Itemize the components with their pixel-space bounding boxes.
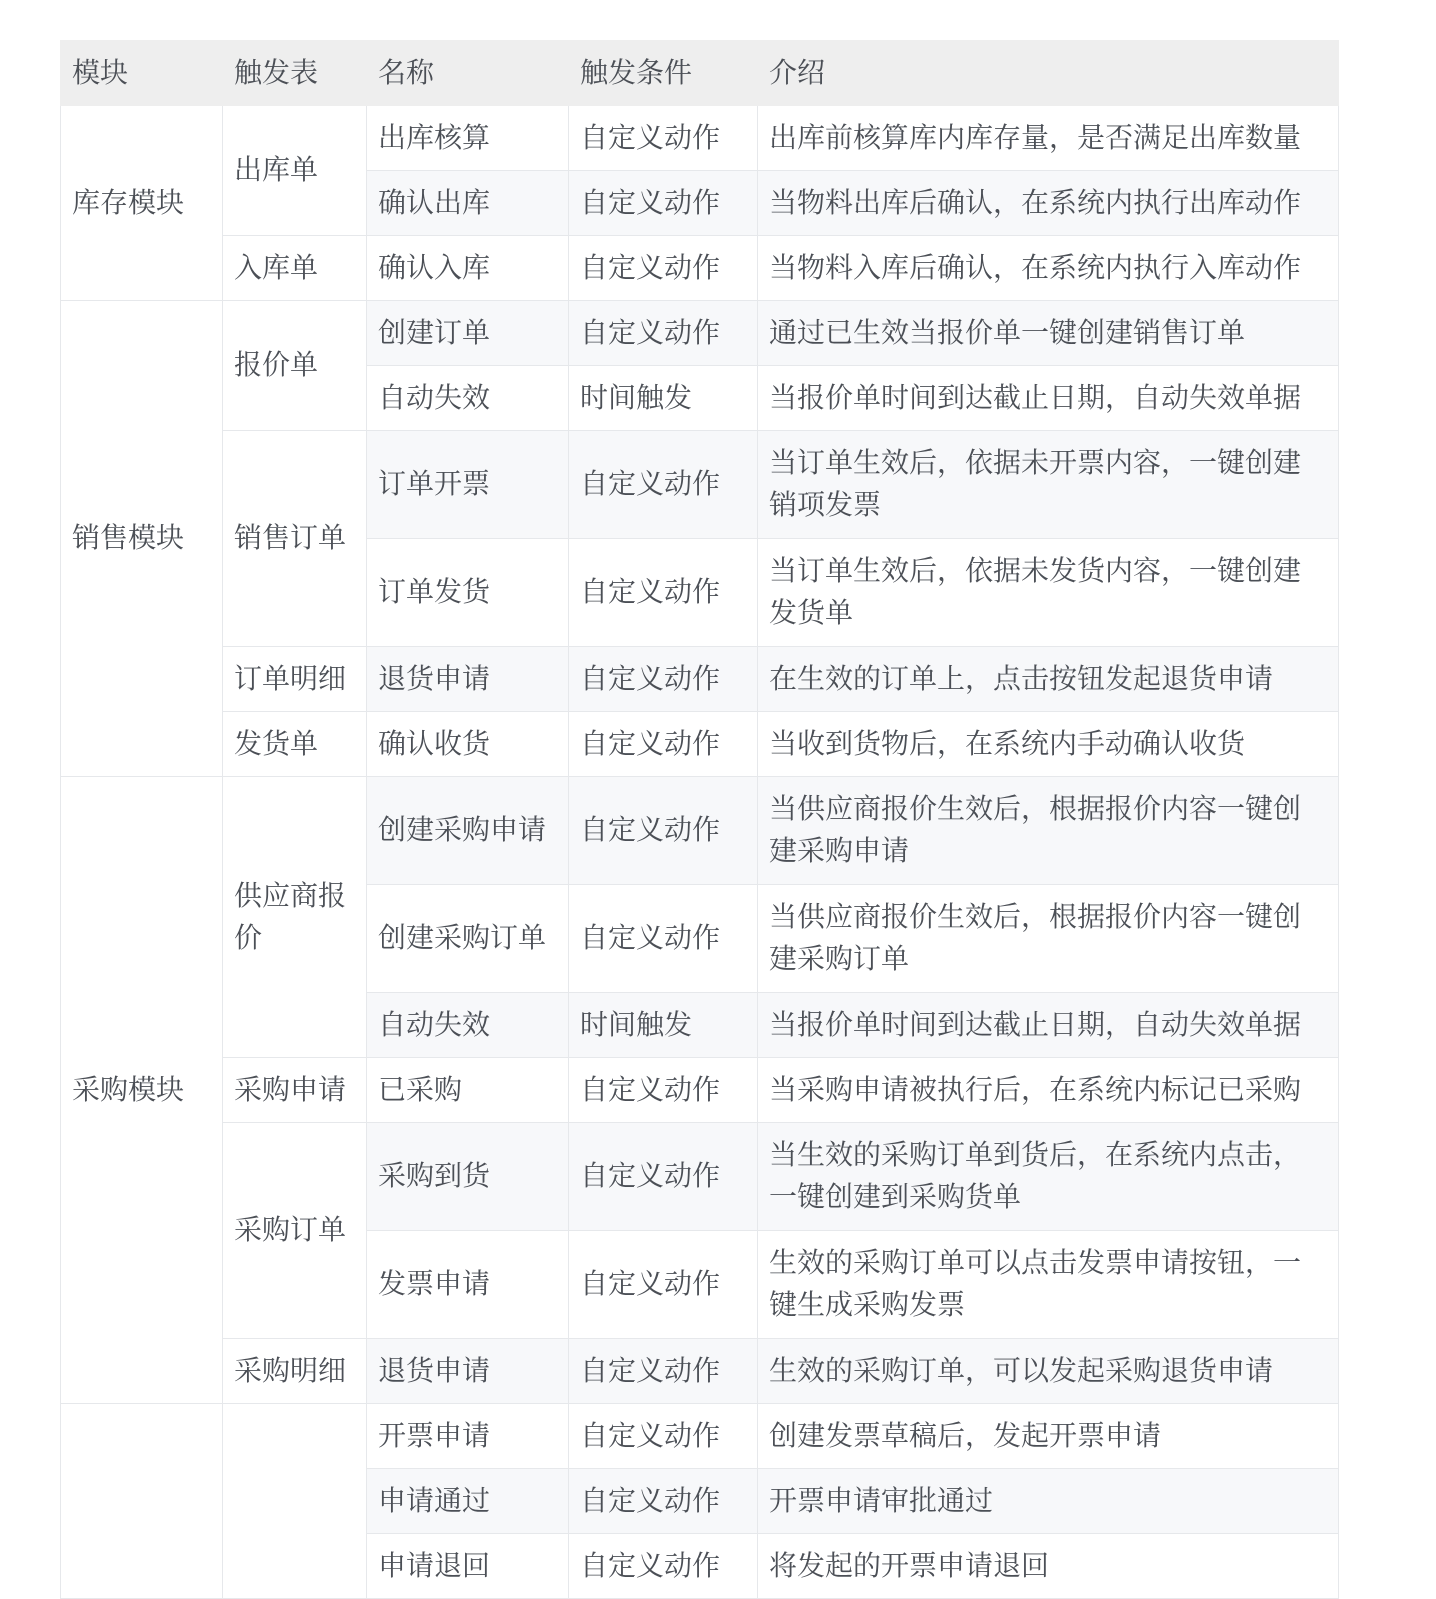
table-row — [61, 712, 1339, 777]
action-name-cell: 退货申请 — [367, 1339, 569, 1404]
action-name-cell: 确认出库 — [367, 171, 569, 236]
trigger-table-cell: 入库单 — [223, 236, 367, 301]
description-cell: 当生效的采购订单到货后，在系统内点击，一键创建到采购货单 — [758, 1123, 1339, 1231]
description-cell: 当报价单时间到达截止日期，自动失效单据 — [758, 993, 1339, 1058]
trigger-condition-cell: 自定义动作 — [569, 1534, 758, 1599]
description-cell: 生效的采购订单，可以发起采购退货申请 — [758, 1339, 1339, 1404]
header-row — [61, 41, 1339, 106]
description-cell: 当订单生效后，依据未开票内容，一键创建销项发票 — [758, 431, 1339, 539]
description-cell: 当物料入库后确认，在系统内执行入库动作 — [758, 236, 1339, 301]
action-name-cell: 创建采购订单 — [367, 885, 569, 993]
action-name-cell: 自动失效 — [367, 993, 569, 1058]
trigger-condition-cell: 自定义动作 — [569, 539, 758, 647]
description-cell: 当采购申请被执行后，在系统内标记已采购 — [758, 1058, 1339, 1123]
trigger-table-cell: 供应商报价 — [223, 777, 367, 1058]
trigger-table-cell: 发货单 — [223, 712, 367, 777]
description-cell: 出库前核算库内库存量，是否满足出库数量 — [758, 106, 1339, 171]
trigger-condition-cell: 自定义动作 — [569, 1058, 758, 1123]
description-cell: 将发起的开票申请退回 — [758, 1534, 1339, 1599]
action-name-cell: 采购到货 — [367, 1123, 569, 1231]
table-row — [61, 1339, 1339, 1404]
trigger-table — [60, 40, 1339, 1599]
table-row — [61, 431, 1339, 539]
description-cell: 生效的采购订单可以点击发票申请按钮，一键生成采购发票 — [758, 1231, 1339, 1339]
table-row — [61, 1404, 1339, 1469]
description-cell: 创建发票草稿后，发起开票申请 — [758, 1404, 1339, 1469]
trigger-table-cell: 采购申请 — [223, 1058, 367, 1123]
trigger-table-cell: 销售订单 — [223, 431, 367, 647]
action-name-cell: 确认入库 — [367, 236, 569, 301]
trigger-condition-cell: 自定义动作 — [569, 1404, 758, 1469]
trigger-condition-cell: 自定义动作 — [569, 301, 758, 366]
description-cell: 当收到货物后，在系统内手动确认收货 — [758, 712, 1339, 777]
trigger-condition-cell: 自定义动作 — [569, 1469, 758, 1534]
trigger-table-cell: 报价单 — [223, 301, 367, 431]
table-row — [61, 647, 1339, 712]
trigger-condition-cell: 自定义动作 — [569, 431, 758, 539]
action-name-cell: 创建订单 — [367, 301, 569, 366]
action-name-cell: 开票申请 — [367, 1404, 569, 1469]
trigger-table-cell: 采购明细 — [223, 1339, 367, 1404]
module-cell — [61, 1404, 223, 1599]
table-header — [61, 41, 1339, 106]
trigger-condition-cell: 自定义动作 — [569, 647, 758, 712]
description-cell: 当报价单时间到达截止日期，自动失效单据 — [758, 366, 1339, 431]
trigger-condition-cell: 自定义动作 — [569, 1231, 758, 1339]
trigger-condition-cell: 自定义动作 — [569, 106, 758, 171]
header-description: 介绍 — [758, 41, 1339, 106]
action-name-cell: 申请退回 — [367, 1534, 569, 1599]
table-row — [61, 236, 1339, 301]
table-row — [61, 1123, 1339, 1231]
action-name-cell: 自动失效 — [367, 366, 569, 431]
table-body — [61, 106, 1339, 1599]
trigger-condition-cell: 自定义动作 — [569, 1339, 758, 1404]
module-cell: 库存模块 — [61, 106, 223, 301]
trigger-condition-cell: 自定义动作 — [569, 236, 758, 301]
table-row — [61, 1058, 1339, 1123]
action-name-cell: 发票申请 — [367, 1231, 569, 1339]
header-name: 名称 — [367, 41, 569, 106]
header-trigger-condition: 触发条件 — [569, 41, 758, 106]
trigger-table-cell: 采购订单 — [223, 1123, 367, 1339]
trigger-table-container — [60, 40, 1338, 1599]
table-row — [61, 301, 1339, 366]
action-name-cell: 已采购 — [367, 1058, 569, 1123]
trigger-table-cell — [223, 1404, 367, 1599]
description-cell: 当物料出库后确认，在系统内执行出库动作 — [758, 171, 1339, 236]
trigger-table-cell: 出库单 — [223, 106, 367, 236]
trigger-condition-cell: 自定义动作 — [569, 1123, 758, 1231]
trigger-condition-cell: 自定义动作 — [569, 885, 758, 993]
action-name-cell: 订单开票 — [367, 431, 569, 539]
trigger-condition-cell: 自定义动作 — [569, 171, 758, 236]
description-cell: 当订单生效后，依据未发货内容，一键创建发货单 — [758, 539, 1339, 647]
module-cell: 采购模块 — [61, 777, 223, 1404]
description-cell: 当供应商报价生效后，根据报价内容一键创建采购申请 — [758, 777, 1339, 885]
description-cell: 在生效的订单上，点击按钮发起退货申请 — [758, 647, 1339, 712]
trigger-condition-cell: 自定义动作 — [569, 777, 758, 885]
description-cell: 开票申请审批通过 — [758, 1469, 1339, 1534]
trigger-condition-cell: 时间触发 — [569, 993, 758, 1058]
action-name-cell: 出库核算 — [367, 106, 569, 171]
description-cell: 通过已生效当报价单一键创建销售订单 — [758, 301, 1339, 366]
action-name-cell: 确认收货 — [367, 712, 569, 777]
action-name-cell: 创建采购申请 — [367, 777, 569, 885]
module-cell: 销售模块 — [61, 301, 223, 777]
trigger-table-cell: 订单明细 — [223, 647, 367, 712]
trigger-condition-cell: 自定义动作 — [569, 712, 758, 777]
action-name-cell: 退货申请 — [367, 647, 569, 712]
action-name-cell: 订单发货 — [367, 539, 569, 647]
table-row — [61, 777, 1339, 885]
table-row — [61, 106, 1339, 171]
description-cell: 当供应商报价生效后，根据报价内容一键创建采购订单 — [758, 885, 1339, 993]
header-module: 模块 — [61, 41, 223, 106]
trigger-condition-cell: 时间触发 — [569, 366, 758, 431]
action-name-cell: 申请通过 — [367, 1469, 569, 1534]
header-trigger-table: 触发表 — [223, 41, 367, 106]
